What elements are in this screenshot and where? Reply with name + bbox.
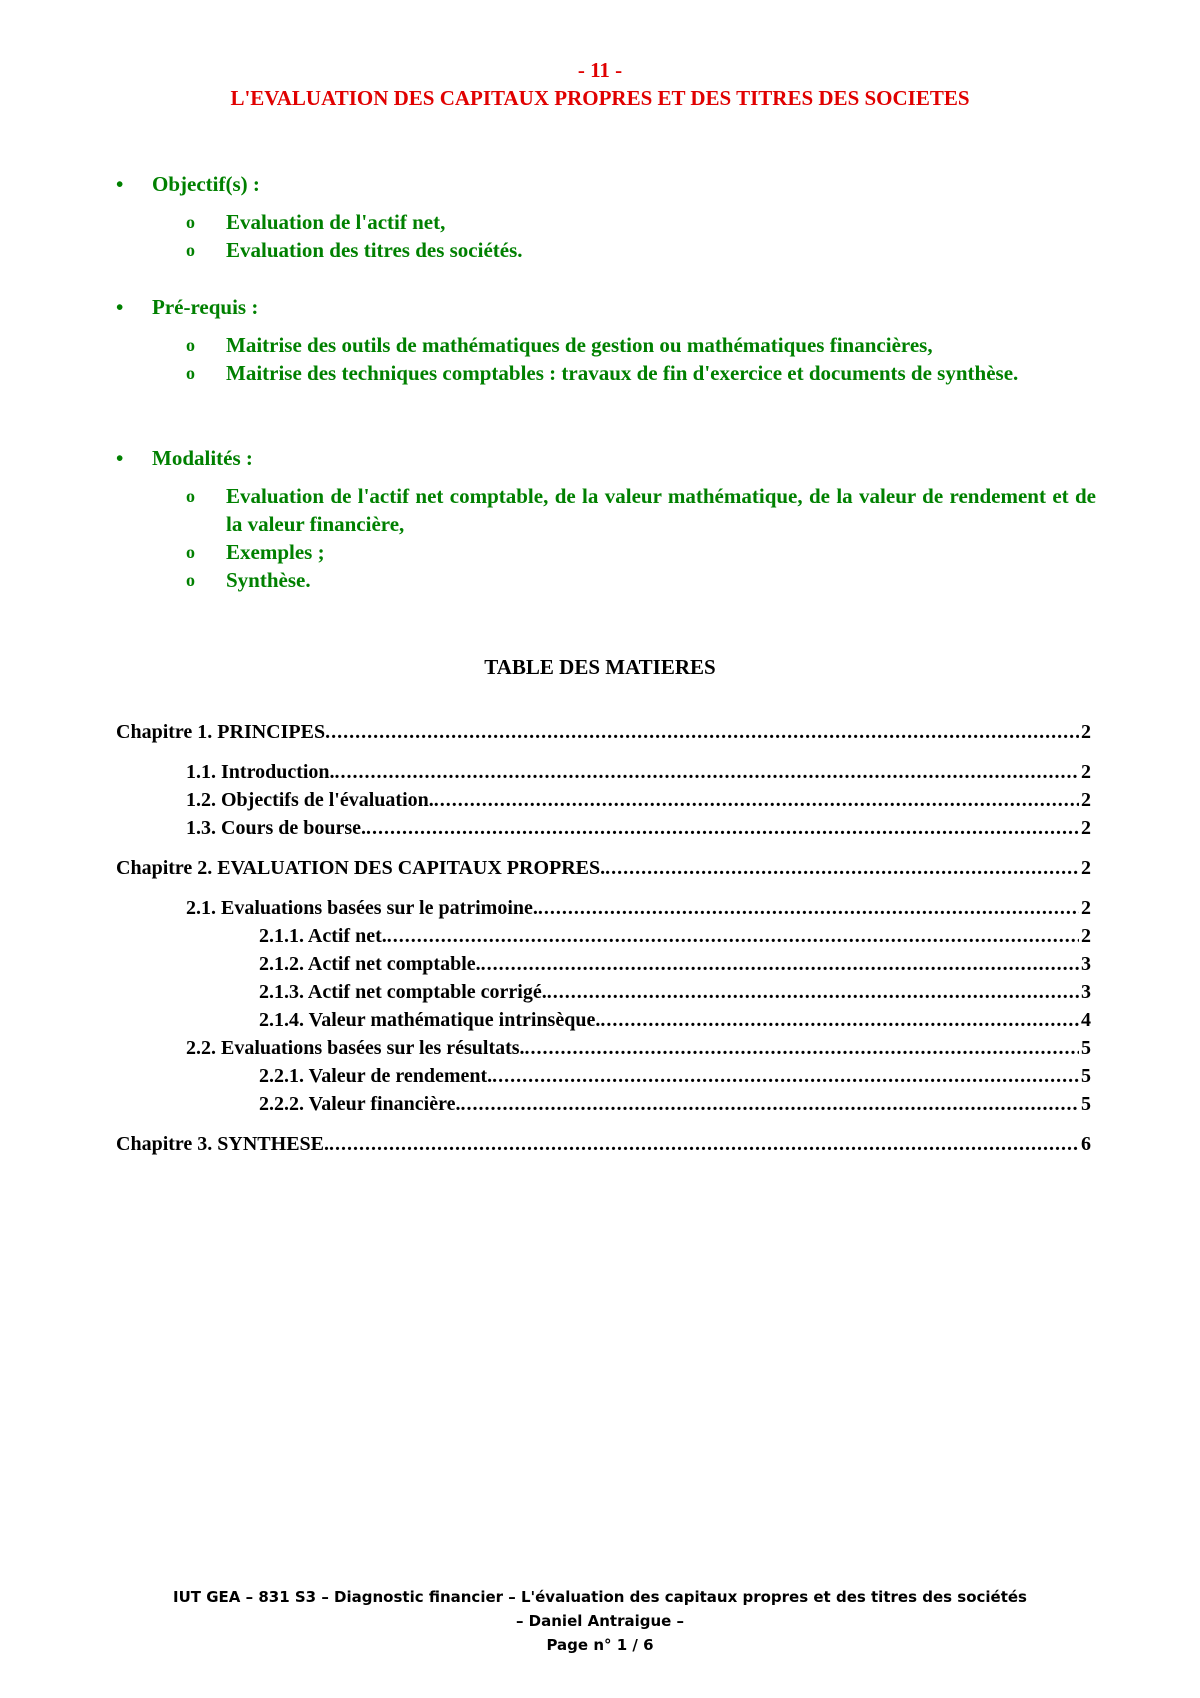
toc-entry[interactable]: 2.2.1. Valeur de rendement. ..... 5 xyxy=(116,1062,1091,1090)
toc-heading: TABLE DES MATIERES xyxy=(484,655,716,679)
list-item-text: Maitrise des outils de mathématiques de gestion ou mathématiques financières, xyxy=(226,333,933,357)
circle-o-icon: o xyxy=(186,212,195,232)
list-item-text: Exemples ; xyxy=(226,540,325,564)
toc-entry[interactable]: 2.1.2. Actif net comptable. ..... 3 xyxy=(116,950,1091,978)
toc-entry[interactable]: 1.3. Cours de bourse. ..... 2 xyxy=(116,814,1091,842)
section-objectifs xyxy=(116,172,1096,264)
list-item xyxy=(186,538,1096,566)
document-title: L'EVALUATION DES CAPITAUX PROPRES ET DES TITRES DES SOCIETES xyxy=(230,86,970,110)
circle-o-icon: o xyxy=(186,335,195,355)
section-label: Objectif(s) : xyxy=(152,172,260,196)
section-label: Pré-requis : xyxy=(152,295,259,319)
circle-o-icon: o xyxy=(186,240,195,260)
toc-entry[interactable]: 2.1.1. Actif net. ..... 2 xyxy=(116,922,1091,950)
list-item xyxy=(186,331,1096,359)
toc-entry[interactable]: 2.2.2. Valeur financière. ..... 5 xyxy=(116,1090,1091,1118)
list-item-text: Synthèse. xyxy=(226,568,311,592)
section-modalites xyxy=(116,446,1096,594)
bullet-dot-icon: • xyxy=(116,446,124,470)
chapter-number: - 11 - xyxy=(577,58,623,82)
toc-entry[interactable]: 1.1. Introduction. ..... 2 xyxy=(116,758,1091,786)
circle-o-icon: o xyxy=(186,570,195,590)
list-item-text: Evaluation des titres des sociétés. xyxy=(226,238,523,262)
circle-o-icon: o xyxy=(186,486,195,506)
toc-entry[interactable]: 2.2. Evaluations basées sur les résultats. ..... 5 xyxy=(116,1034,1091,1062)
footer-course-line: IUT GEA – 831 S3 – Diagnostic financier – L'évaluation des capitaux propres et des titres des sociétés xyxy=(173,1588,1027,1606)
list-item xyxy=(186,236,1096,264)
list-item xyxy=(186,482,1096,538)
footer-page-number: Page n° 1 / 6 xyxy=(546,1636,654,1654)
section-prerequis xyxy=(116,295,1096,387)
list-item xyxy=(186,208,1096,236)
list-item xyxy=(186,359,1096,387)
list-item-text: Evaluation de l'actif net comptable, de la valeur mathématique, de la valeur de rendement et de la valeur financière, xyxy=(226,484,1096,536)
bullet-dot-icon: • xyxy=(116,295,124,319)
section-label: Modalités : xyxy=(152,446,253,470)
toc-entry[interactable]: Chapitre 3. SYNTHESE. ..... 6 xyxy=(116,1130,1091,1158)
toc-entry[interactable]: Chapitre 1. PRINCIPES ..... 2 xyxy=(116,718,1091,746)
list-item-text: Evaluation de l'actif net, xyxy=(226,210,446,234)
toc-entry[interactable]: 2.1.3. Actif net comptable corrigé. ..... 3 xyxy=(116,978,1091,1006)
circle-o-icon: o xyxy=(186,363,195,383)
list-item xyxy=(186,566,1096,594)
toc-entry[interactable]: 1.2. Objectifs de l'évaluation. ..... 2 xyxy=(116,786,1091,814)
toc-entry[interactable]: Chapitre 2. EVALUATION DES CAPITAUX PROPRES. ..... 2 xyxy=(116,854,1091,882)
toc-entry[interactable]: 2.1.4. Valeur mathématique intrinsèque. ..... 4 xyxy=(116,1006,1091,1034)
list-item-text: Maitrise des techniques comptables : travaux de fin d'exercice et documents de synthèse. xyxy=(226,361,1019,385)
footer-author: – Daniel Antraigue – xyxy=(515,1612,685,1630)
bullet-dot-icon: • xyxy=(116,172,124,196)
table-of-contents xyxy=(116,718,1091,1158)
circle-o-icon: o xyxy=(186,542,195,562)
toc-entry[interactable]: 2.1. Evaluations basées sur le patrimoine. ..... 2 xyxy=(116,894,1091,922)
